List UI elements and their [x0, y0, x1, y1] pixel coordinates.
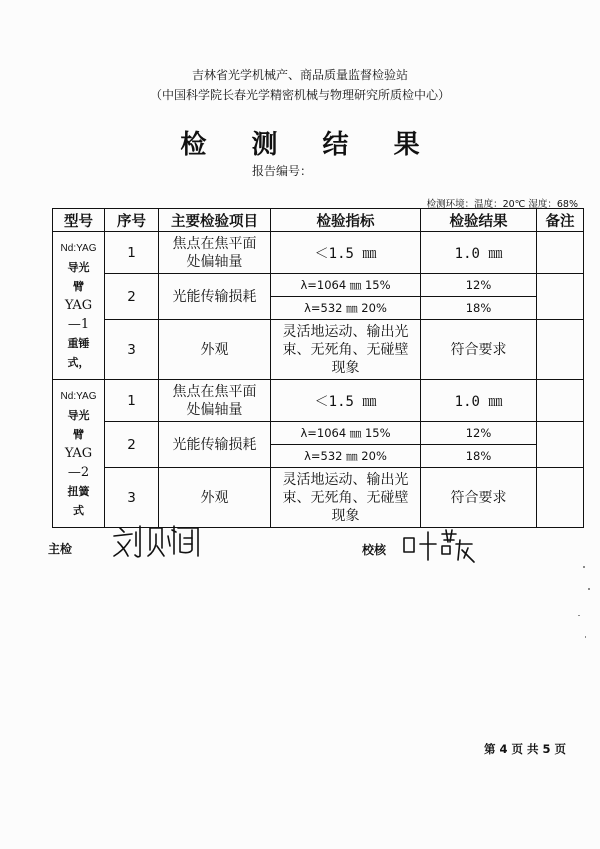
model-text: 导光 [67, 409, 90, 422]
remark-cell [537, 232, 584, 274]
model-text: 扭簧 [67, 485, 90, 498]
spec-text: 束、无死角、无碰壁 [282, 489, 409, 506]
table-row [53, 274, 584, 297]
seq-cell: 1 [105, 232, 159, 274]
model-text: 导光 [67, 261, 90, 274]
seq-cell: 3 [105, 468, 159, 528]
seq-cell: 1 [105, 380, 159, 422]
spec-cell: λ=532 ㎜ 20% [271, 297, 421, 320]
model-text: Nd:YAG [60, 391, 97, 402]
table-row [53, 422, 584, 445]
remark-cell [537, 468, 584, 528]
result-cell: 1.0 ㎜ [421, 380, 537, 422]
header-result: 检验结果 [421, 209, 537, 232]
checker-signature [400, 526, 480, 564]
spec-text: 灵活地运动、输出光 [282, 323, 409, 340]
result-cell: 符合要求 [421, 320, 537, 380]
report-number-label: 报告编号： [252, 164, 313, 178]
scan-speck [588, 588, 590, 590]
page-number: 第 4 页 共 5 页 [483, 742, 566, 756]
inspector-label: 主检 [48, 542, 73, 556]
item-text: 焦点在焦平面 [172, 235, 257, 252]
header-spec: 检验指标 [271, 209, 421, 232]
table-row [53, 468, 584, 528]
header-remark: 备注 [537, 209, 584, 232]
item-text: 焦点在焦平面 [172, 383, 257, 400]
spec-cell [271, 468, 421, 528]
item-text: 处偏轴量 [186, 401, 243, 418]
model-text: 式， [67, 356, 90, 369]
spec-text: 灵活地运动、输出光 [282, 471, 409, 488]
item-cell: 光能传输损耗 [159, 422, 271, 468]
item-cell: 外观 [159, 468, 271, 528]
model-cell [53, 232, 105, 380]
spec-text: 束、无死角、无碰壁 [282, 341, 409, 358]
remark-cell [537, 320, 584, 380]
result-cell: 18% [421, 445, 537, 468]
remark-cell [537, 274, 584, 320]
model-text: 重锤 [67, 337, 90, 350]
header-model: 型号 [53, 209, 105, 232]
table-header-row [53, 209, 584, 232]
model-text: YAG [64, 298, 93, 313]
result-cell: 符合要求 [421, 468, 537, 528]
item-cell [159, 232, 271, 274]
result-cell: 12% [421, 274, 537, 297]
checker-label: 校核 [362, 543, 387, 557]
scan-speck [578, 615, 580, 616]
result-cell: 18% [421, 297, 537, 320]
model-text: —1 [67, 317, 90, 332]
item-cell: 外观 [159, 320, 271, 380]
result-cell: 1.0 ㎜ [421, 232, 537, 274]
table-row [53, 380, 584, 422]
page-title: 检 测 结 果 [180, 130, 438, 160]
model-cell [53, 380, 105, 528]
spec-text: 现象 [331, 507, 360, 524]
model-text: 臂 [73, 428, 84, 441]
scan-speck [583, 566, 585, 568]
org-name-line1: 吉林省光学机械产、商品质量监督检验站 [191, 68, 408, 82]
spec-cell: ＜1.5 ㎜ [271, 232, 421, 274]
item-cell [159, 380, 271, 422]
spec-cell: λ=1064 ㎜ 15% [271, 422, 421, 445]
table-row [53, 232, 584, 274]
scan-speck [585, 636, 586, 638]
seq-cell: 2 [105, 422, 159, 468]
header-item: 主要检验项目 [159, 209, 271, 232]
results-table [52, 208, 584, 528]
seq-cell: 3 [105, 320, 159, 380]
spec-cell [271, 320, 421, 380]
table-row [53, 320, 584, 380]
org-name-line2: （中国科学院长春光学精密机械与物理研究所质检中心） [149, 88, 450, 102]
item-text: 处偏轴量 [186, 253, 243, 270]
spec-cell: λ=532 ㎜ 20% [271, 445, 421, 468]
spec-cell: λ=1064 ㎜ 15% [271, 274, 421, 297]
inspector-signature [110, 522, 210, 560]
model-text: 臂 [73, 280, 84, 293]
header-seq: 序号 [105, 209, 159, 232]
seq-cell: 2 [105, 274, 159, 320]
test-environment: 检测环境：温度：20℃ 湿度：68% [426, 199, 578, 210]
model-text: 式 [73, 504, 84, 517]
model-text: Nd:YAG [60, 243, 97, 254]
item-cell: 光能传输损耗 [159, 274, 271, 320]
model-text: —2 [67, 465, 90, 480]
remark-cell [537, 380, 584, 422]
remark-cell [537, 422, 584, 468]
result-cell: 12% [421, 422, 537, 445]
spec-cell: ＜1.5 ㎜ [271, 380, 421, 422]
model-text: YAG [64, 446, 93, 461]
spec-text: 现象 [331, 359, 360, 376]
